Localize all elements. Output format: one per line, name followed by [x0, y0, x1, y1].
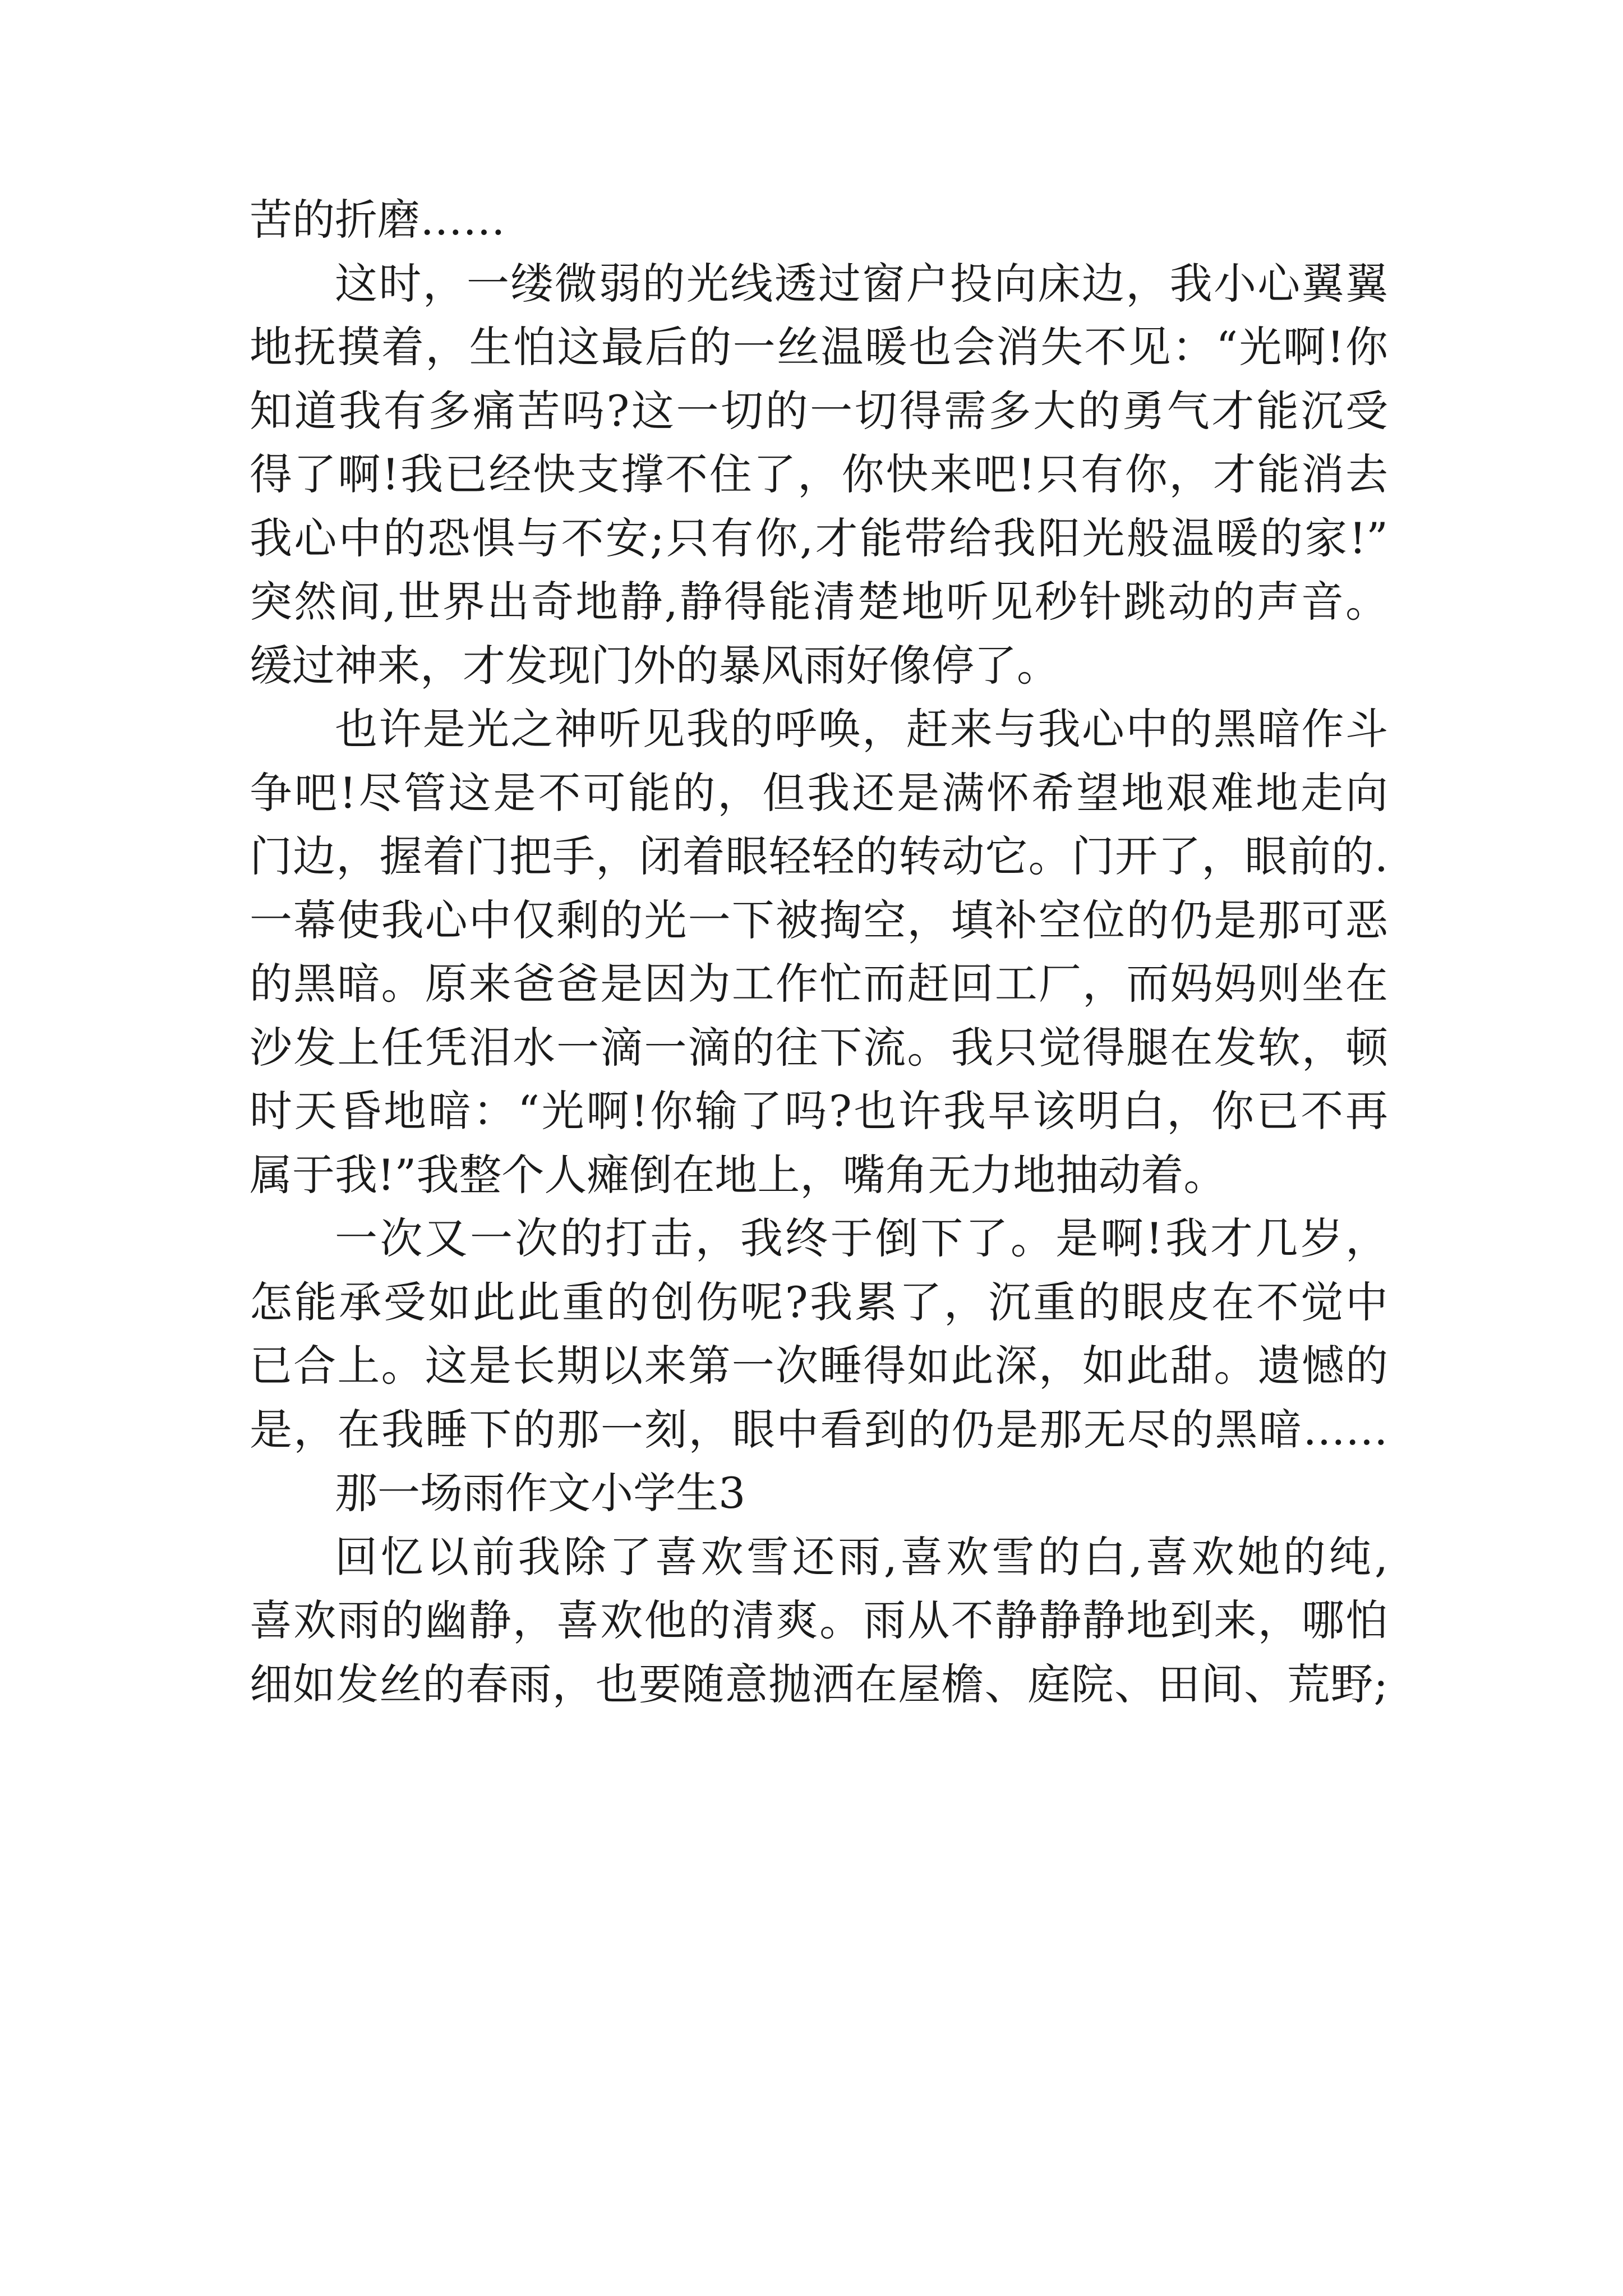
- text-line: 缓过神来，才发现门外的暴风雨好像停了。: [250, 640, 1059, 691]
- text-line: 争吧!尽管这是不可能的，但我还是满怀希望地艰难地走向: [250, 767, 1388, 818]
- text-line: 怎能承受如此此重的创伤呢?我累了，沉重的眼皮在不觉中: [250, 1277, 1388, 1327]
- text-line: 地抚摸着，生怕这最后的一丝温暖也会消失不见：“光啊!你: [250, 322, 1388, 372]
- text-line: 已合上。这是长期以来第一次睡得如此深，如此甜。遗憾的: [250, 1341, 1388, 1391]
- text-line: 突然间,世界出奇地静,静得能清楚地听见秒针跳动的声音。: [250, 577, 1388, 627]
- text-line: 知道我有多痛苦吗?这一切的一切得需多大的勇气才能沉受: [250, 385, 1388, 436]
- text-line: 苦的折磨……: [250, 195, 505, 245]
- text-line: 也许是光之神听见我的呼唤，赶来与我心中的黑暗作斗: [335, 704, 1388, 754]
- text-line: 一次又一次的打击，我终于倒下了。是啊!我才几岁，: [335, 1213, 1388, 1263]
- text-line: 细如发丝的春雨，也要随意抛洒在屋檐、庭院、田间、荒野;: [250, 1659, 1388, 1709]
- section-heading: 那一场雨作文小学生3: [335, 1468, 746, 1518]
- text-line: 回忆以前我除了喜欢雪还雨,喜欢雪的白,喜欢她的纯,: [335, 1531, 1388, 1582]
- body-text: [250, 188, 1388, 1716]
- text-line: 这时，一缕微弱的光线透过窗户投向床边，我小心翼翼: [335, 258, 1388, 309]
- text-line: 时天昏地暗：“光啊!你输了吗?也许我早该明白，你已不再: [250, 1086, 1388, 1136]
- text-line: 门边，握着门把手，闭着眼轻轻的转动它。门开了，眼前的.: [250, 831, 1388, 881]
- text-line: 我心中的恐惧与不安;只有你,才能带给我阳光般温暖的家!”: [250, 513, 1388, 563]
- text-line: 一幕使我心中仅剩的光一下被掏空，填补空位的仍是那可恶: [250, 895, 1388, 945]
- text-line: 的黑暗。原来爸爸是因为工作忙而赶回工厂，而妈妈则坐在: [250, 959, 1388, 1009]
- text-line: 是，在我睡下的那一刻，眼中看到的仍是那无尽的黑暗……: [250, 1404, 1388, 1455]
- text-line: 喜欢雨的幽静，喜欢他的清爽。雨从不静静静地到来，哪怕: [250, 1595, 1388, 1645]
- text-line: 属于我!”我整个人瘫倒在地上，嘴角无力地抽动着。: [250, 1149, 1227, 1200]
- text-line: 沙发上任凭泪水一滴一滴的往下流。我只觉得腿在发软，顿: [250, 1022, 1388, 1073]
- text-line: 得了啊!我已经快支撑不住了，你快来吧!只有你，才能消去: [250, 449, 1388, 499]
